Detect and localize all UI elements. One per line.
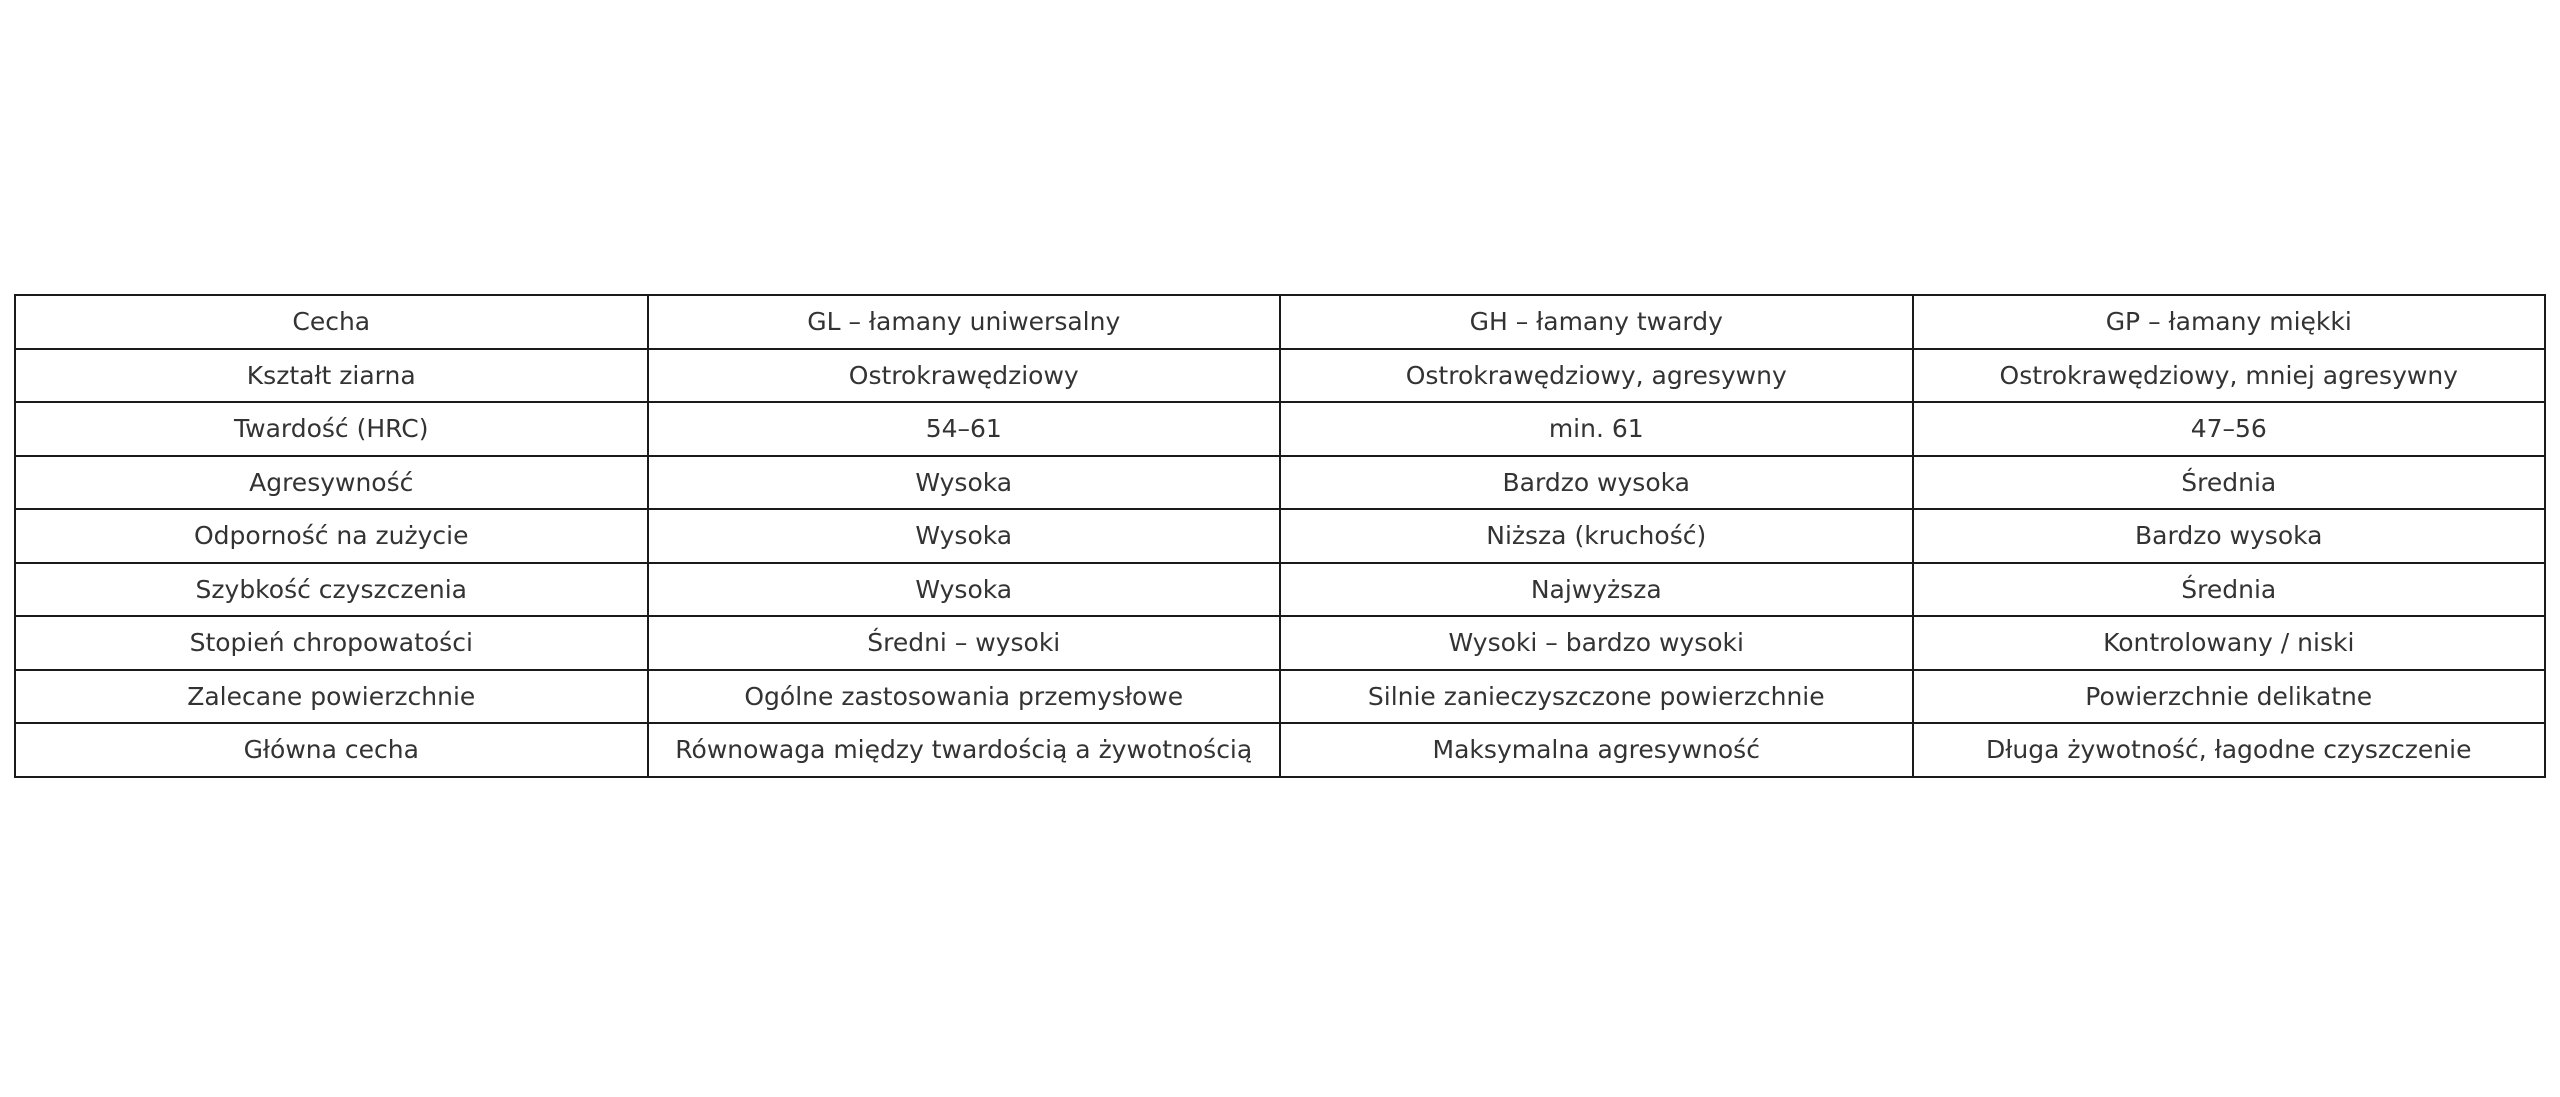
table-cell: Ostrokrawędziowy, mniej agresywny [1913,349,2546,403]
table-cell: Wysoka [648,563,1281,617]
header-cell: Cecha [15,295,648,349]
table-row [15,723,2545,777]
table-cell: Najwyższa [1280,563,1913,617]
table-cell: Średnia [1913,563,2546,617]
table-cell: Zalecane powierzchnie [15,670,648,724]
comparison-table [14,294,2546,778]
table-cell: Wysoka [648,509,1281,563]
header-cell: GL – łamany uniwersalny [648,295,1281,349]
table-cell: 54–61 [648,402,1281,456]
table-cell: Średni – wysoki [648,616,1281,670]
table-cell: Silnie zanieczyszczone powierzchnie [1280,670,1913,724]
table-row [15,616,2545,670]
comparison-table-container [14,294,2546,778]
table-cell: 47–56 [1913,402,2546,456]
table-cell: Ogólne zastosowania przemysłowe [648,670,1281,724]
table-cell: Stopień chropowatości [15,616,648,670]
table-row [15,563,2545,617]
table-cell: Równowaga między twardością a żywotnością [648,723,1281,777]
table-row [15,349,2545,403]
table-row [15,456,2545,510]
table-cell: min. 61 [1280,402,1913,456]
table-cell: Bardzo wysoka [1280,456,1913,510]
table-row [15,670,2545,724]
table-cell: Szybkość czyszczenia [15,563,648,617]
table-cell: Ostrokrawędziowy, agresywny [1280,349,1913,403]
header-cell: GH – łamany twardy [1280,295,1913,349]
table-cell: Ostrokrawędziowy [648,349,1281,403]
table-cell: Powierzchnie delikatne [1913,670,2546,724]
table-cell: Niższa (kruchość) [1280,509,1913,563]
table-cell: Maksymalna agresywność [1280,723,1913,777]
table-cell: Odporność na zużycie [15,509,648,563]
table-cell: Długa żywotność, łagodne czyszczenie [1913,723,2546,777]
table-cell: Kształt ziarna [15,349,648,403]
table-row [15,402,2545,456]
table-cell: Wysoki – bardzo wysoki [1280,616,1913,670]
table-cell: Wysoka [648,456,1281,510]
table-cell: Twardość (HRC) [15,402,648,456]
table-cell: Agresywność [15,456,648,510]
table-cell: Bardzo wysoka [1913,509,2546,563]
table-cell: Średnia [1913,456,2546,510]
table-row [15,509,2545,563]
table-header-row [15,295,2545,349]
table-cell: Główna cecha [15,723,648,777]
header-cell: GP – łamany miękki [1913,295,2546,349]
table-cell: Kontrolowany / niski [1913,616,2546,670]
